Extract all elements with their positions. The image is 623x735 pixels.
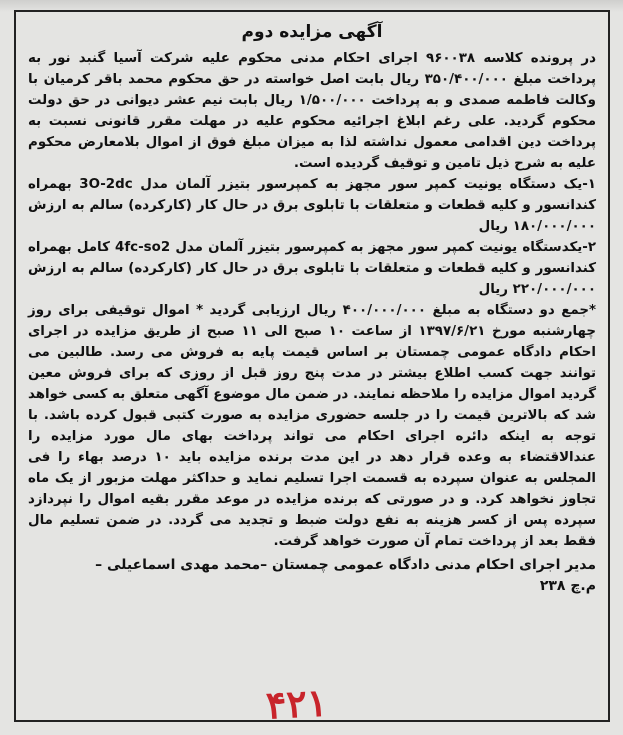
notice-title: آگهی مزایده دوم bbox=[241, 22, 383, 42]
notice-body bbox=[16, 48, 608, 552]
notice-paragraph-item-2: ۲-یکدستگاه یونیت کمپر سور مجهز به کمپرسور بتیزر آلمان مدل 4fc-so2 کامل بهمراه کندانسور و کلیه قطعات و متعلقات با تابلوی برق در حال کار (کارکرده) سالم به ارزش ۲۲۰/۰۰۰/۰۰۰ ریال bbox=[28, 240, 596, 297]
notice-paragraph-terms: *جمع دو دستگاه به مبلغ ۴۰۰/۰۰۰/۰۰۰ ریال ارزیابی گردید * اموال توقیفی برای روز چهارشنبه مورخ ۱۳۹۷/۶/۲۱ از ساعت ۱۰ صبح الی ۱۱ صبح از طریق مزایده در اجرای احکام دادگاه عمومی چمستان بر اساس قیمت پایه به فروش می رسد. طالبین می توانند جهت کسب اطلاع بیشتر در مدت پنج روز قبل از روزی که برای فروش معین گردید اموال مزایده را ملاحظه نمایند. در ضمن مال موضوع آگهی متعلق به کسی خواهد شد که بالاترین قیمت را در جلسه حضوری مزایده به صورت کتبی قبول کرده باشد. با توجه به اینکه دائره اجرای احکام می تواند پرداخت بهای مال مورد مزایده را عندالاقتضاء به وعده قرار دهد در این مدت برنده مزایده باید ۱۰ درصد بهاء را فی المجلس به عنوان سپرده به قسمت اجرا تسلیم نماید و حداکثر مهلت مزبور از یک ماه تجاوز نخواهد کرد. و در صورتی که برنده مزایده در موعد مقرر بقیه اموال را نپردازد سپرده پس از کسر هزینه به نفع دولت ضبط و تجدید می گردد. در ضمن تسلیم مال فقط بعد از پرداخت تمام آن صورت خواهد گرفت. bbox=[28, 303, 596, 549]
notice-reference: م.چ ۲۳۸ bbox=[539, 578, 596, 594]
notice-paragraph-item-1: ۱-یک دستگاه یونیت کمپر سور مجهز به کمپرسور بتیزر آلمان مدل 3O-2dc بهمراه کندانسور و کلیه قطعات و متعلقات با تابلوی برق در حال کار (کارکرده) سالم به ارزش ۱۸۰/۰۰۰/۰۰۰ ریال bbox=[28, 177, 596, 234]
auction-notice-box bbox=[14, 10, 610, 728]
notice-paragraph-intro: در پرونده کلاسه ۹۶۰۰۳۸ اجرای احکام مدنی محکوم علیه شرکت آسیا گنبد نور به پرداخت مبلغ ۳۵۰/۴۰۰/۰۰۰ ریال بابت اصل خواسته در حق محکوم محمد باقر کرمیان با وکالت فاطمه صمدی و به پرداخت ۱/۵۰۰/۰۰۰ ریال بابت نیم عشر دیوانی در حق دولت محکوم گردید. علی رغم ابلاغ اجرائیه محکوم علیه در مهلت مقرر قانونی نسبت به پرداخت دین اقدامی معمول نداشته لذا به میزان مبلغ فوق از اموال بلامعارض محکوم علیه به شرح ذیل تامین و توقیف گردیده است. bbox=[28, 51, 596, 171]
notice-signature: مدیر اجرای احکام مدنی دادگاه عمومی چمستان –محمد مهدی اسماعیلی – bbox=[95, 557, 596, 573]
handwritten-number: ۴۲۱ bbox=[264, 679, 329, 728]
